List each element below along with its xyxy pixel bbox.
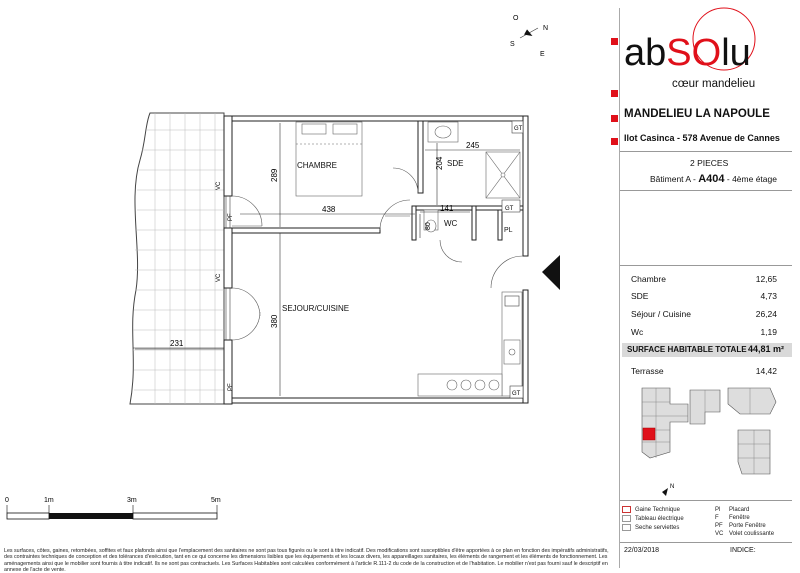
project-address: Ilot Casinca - 578 Avenue de Cannes — [624, 133, 780, 143]
total-area-bar — [622, 343, 792, 357]
room-label-chambre: CHAMBRE — [297, 161, 338, 170]
seche-serviettes — [505, 296, 519, 306]
logo-text: abSOlu — [624, 32, 751, 74]
legend-code: Pl — [715, 507, 721, 513]
legend-item — [622, 506, 702, 515]
area-row-chambre — [631, 274, 777, 286]
pf-label-2: PF — [228, 383, 234, 391]
floor-label: - 4ème étage — [726, 174, 777, 184]
dim-80: 80 — [425, 222, 432, 230]
red-square-4 — [611, 138, 618, 145]
room-label-pl: PL — [504, 227, 513, 234]
brand-sub: cœur mandelieu — [672, 78, 756, 90]
scale-label-1m: 1m — [44, 497, 54, 504]
small-compass-n: N — [670, 484, 675, 490]
door-swings — [232, 168, 523, 340]
area-label: Terrasse — [631, 366, 664, 376]
legend-text: Seche serviettes — [635, 525, 680, 532]
scale-label-5m: 5m — [211, 497, 221, 504]
red-square-3 — [611, 115, 618, 122]
area-value: 4,73 — [760, 291, 777, 301]
lot-highlight — [643, 428, 655, 440]
area-row-terrasse — [631, 366, 777, 378]
area-label: Séjour / Cuisine — [631, 309, 692, 319]
area-value: 26,24 — [755, 309, 777, 319]
lot-number: A404 — [698, 173, 725, 185]
legend-text: Placard — [729, 507, 750, 513]
dim-204: 204 — [435, 156, 444, 170]
vc-label-1: VC — [216, 181, 222, 190]
kitchen — [418, 292, 522, 396]
rule-3 — [620, 265, 792, 266]
gt-label-1: GT — [514, 126, 523, 132]
gaine-icon — [622, 506, 631, 513]
compass-s: S — [510, 41, 515, 48]
vc-label-2: VC — [216, 273, 222, 282]
legend-text: Volet coulissante — [729, 531, 775, 537]
area-label: Chambre — [631, 274, 666, 284]
rule-5 — [620, 542, 792, 543]
legend-item — [715, 522, 795, 530]
walls — [224, 116, 528, 404]
logo-red-square — [611, 38, 618, 45]
scale-label-3m: 3m — [127, 497, 137, 504]
red-square-2 — [611, 90, 618, 97]
dim-289: 289 — [270, 168, 279, 182]
rule-2 — [620, 190, 792, 191]
dim-231: 231 — [170, 339, 184, 348]
total-value: 44,81 m² — [747, 344, 784, 354]
legend-text: Fenêtre — [729, 515, 750, 521]
gt-label-2: GT — [505, 206, 514, 212]
room-label-wc: WC — [444, 219, 458, 228]
footer-indice: INDICE: — [730, 547, 756, 554]
disclaimer-text: Les surfaces, côtes, gaines, retombées, soffites et faux plafonds ainsi que l'emplacement des sanitaires ne sont pas tous figurés ou le sont à titre indicatif. Des modifications sont susceptibles d'être apportées à ce plan en fonction des impératifs administratifs, des contraintes techniques de conception et des tolérances d'exécution, tant en ce qui concerne les dimensions lisibles que les équipements et les locaux divers, les appareillages sanitaires, les éléments de rangement et les éléments de fonctionnement. Les aménagements ainsi que le mobilier sont fournis à titre indicatif. Ils ne sont pas contractuels. Les Surfaces Habitables sont calculées conformément à l'article R.111-2 du code de la construction et de l'habitation. Le mobilier n'est pas fourni sauf le descriptif en annexe de l'acte de vente. — [4, 548, 609, 573]
compass-o: O — [513, 15, 519, 22]
area-value: 1,19 — [760, 327, 777, 337]
building-prefix: Bâtiment A - — [650, 174, 696, 184]
area-row-sde — [631, 291, 777, 303]
area-value: 12,65 — [755, 274, 777, 284]
legend-item — [715, 530, 795, 538]
scale-bar — [5, 497, 221, 519]
legend-item — [622, 524, 702, 533]
legend-item — [622, 515, 702, 524]
compass-e: E — [540, 51, 545, 58]
legend-code: F — [715, 515, 719, 521]
legend-code: PF — [715, 523, 723, 529]
legend-text: Tableau électrique — [635, 516, 684, 523]
small-compass — [656, 478, 686, 500]
legend-text: Porte Fenêtre — [729, 523, 766, 529]
compass — [510, 15, 548, 58]
rule-1 — [620, 151, 792, 152]
entrance-arrow — [542, 255, 560, 290]
room-label-sde: SDE — [447, 159, 464, 168]
building-key-plan — [630, 382, 790, 477]
tableau-icon — [622, 515, 631, 522]
area-row-sejour — [631, 309, 777, 321]
compass-n: N — [543, 25, 549, 32]
seche-serviettes-icon — [622, 524, 631, 531]
project-building — [650, 173, 777, 185]
area-label: SDE — [631, 291, 649, 301]
brand-logo — [621, 3, 797, 81]
legend-code: VC — [715, 531, 724, 537]
footer-date: 22/03/2018 — [624, 547, 660, 554]
gt-label-3: GT — [512, 391, 521, 397]
legend-text: Gaine Technique — [635, 507, 680, 514]
rule-4 — [620, 500, 792, 501]
project-rooms: 2 PIECES — [690, 158, 729, 168]
legend-left — [622, 506, 702, 533]
panel-divider — [619, 8, 620, 568]
area-label: Wc — [631, 327, 644, 337]
total-label: SURFACE HABITABLE TOTALE — [627, 345, 747, 354]
dim-380: 380 — [270, 314, 279, 328]
legend-item — [715, 506, 795, 514]
bed — [296, 122, 362, 196]
legend-right — [715, 506, 795, 538]
project-city: MANDELIEU LA NAPOULE — [624, 108, 770, 120]
dim-141: 141 — [440, 204, 454, 213]
scale-label-0: 0 — [5, 497, 9, 504]
terrace — [130, 113, 224, 404]
dim-438: 438 — [322, 205, 336, 214]
dim-245: 245 — [466, 141, 480, 150]
area-value: 14,42 — [755, 366, 777, 376]
pf-label-1: PF — [228, 213, 234, 221]
legend-item — [715, 514, 795, 522]
room-label-sejour: SEJOUR/CUISINE — [282, 304, 350, 313]
area-row-wc — [631, 327, 777, 339]
